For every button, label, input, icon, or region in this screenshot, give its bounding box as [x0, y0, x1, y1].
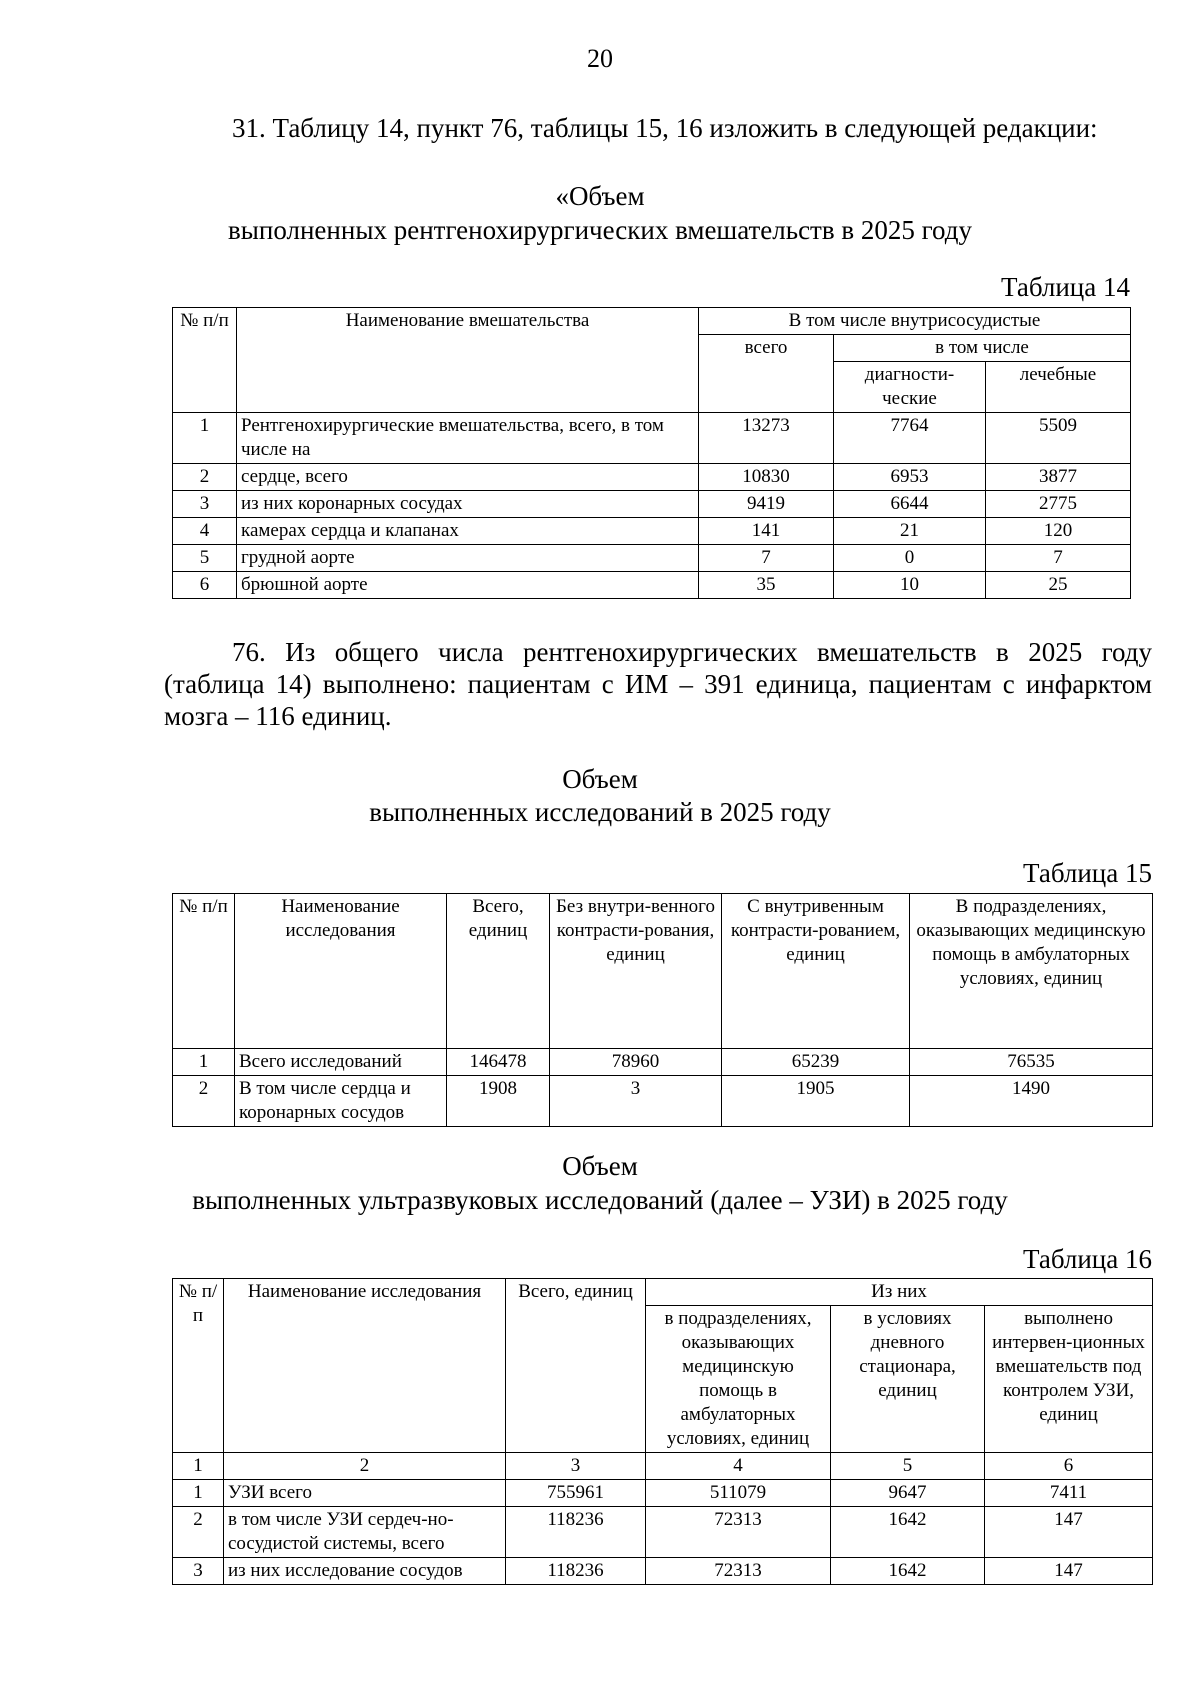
paragraph-76: 76. Из общего числа рентгенохирургических вмешательств в 2025 году (таблица 14) выполнено: пациентам с ИМ – 391 единица, пациентам с инфарктом мозга – 116 единиц. — [164, 637, 1152, 731]
t16-cell-ambulatory: 511079 — [646, 1480, 831, 1507]
t14-cell-treat: 3877 — [986, 464, 1131, 491]
t15-cell-total: 1908 — [447, 1076, 550, 1127]
t14-cell-total: 141 — [699, 518, 834, 545]
t14-header-num: № п/п — [173, 308, 237, 413]
table-row — [173, 1480, 1153, 1507]
t16-cell-ambulatory: 72313 — [646, 1507, 831, 1558]
table15-title-line1: Объем — [562, 764, 638, 794]
t14-cell-num: 2 — [173, 464, 237, 491]
intro-paragraph: 31. Таблицу 14, пункт 76, таблицы 15, 16 изложить в следующей редакции: — [232, 113, 1098, 143]
t16-cell-total: 755961 — [506, 1480, 646, 1507]
t14-header-group: В том числе внутрисосудистые — [699, 308, 1131, 335]
t14-cell-treat: 120 — [986, 518, 1131, 545]
t14-cell-diag: 0 — [834, 545, 986, 572]
t14-cell-name: Рентгенохирургические вмешательства, всего, в том числе на — [237, 413, 699, 464]
t14-cell-name: сердце, всего — [237, 464, 699, 491]
t16-header-ambulatory: в подразделениях, оказывающих медицинскую помощь в амбулаторных условиях, единиц — [646, 1306, 831, 1453]
table14-title-line2: выполненных рентгенохирургических вмешательств в 2025 году — [228, 215, 972, 245]
t15-cell-ambulatory: 76535 — [910, 1049, 1153, 1076]
t16-header-num: № п/п — [173, 1279, 224, 1453]
t14-cell-name: камерах сердца и клапанах — [237, 518, 699, 545]
t14-cell-name: из них коронарных сосудах — [237, 491, 699, 518]
t16-colnum: 3 — [506, 1453, 646, 1480]
t15-header-total: Всего, единиц — [447, 894, 550, 1049]
t14-cell-diag: 6953 — [834, 464, 986, 491]
t14-cell-treat: 5509 — [986, 413, 1131, 464]
t14-cell-name: брюшной аорте — [237, 572, 699, 599]
t14-header-name: Наименование вмешательства — [237, 308, 699, 413]
t14-header-diag: диагности-ческие — [834, 362, 986, 413]
t16-cell-num: 1 — [173, 1480, 224, 1507]
t15-header-name: Наименование исследования — [235, 894, 447, 1049]
t16-header-interv: выполнено интервен-ционных вмешательств под контролем УЗИ, единиц — [985, 1306, 1153, 1453]
t16-cell-name: из них исследование сосудов — [224, 1558, 506, 1585]
t14-cell-diag: 6644 — [834, 491, 986, 518]
t14-cell-num: 5 — [173, 545, 237, 572]
t14-cell-total: 9419 — [699, 491, 834, 518]
table-row — [173, 1076, 1153, 1127]
t16-cell-interv: 147 — [985, 1558, 1153, 1585]
table14-title-line1: «Объем — [555, 181, 645, 211]
t16-cell-day: 1642 — [831, 1558, 985, 1585]
column-numbers-row — [173, 1453, 1153, 1480]
table-row — [173, 545, 1131, 572]
t16-colnum: 6 — [985, 1453, 1153, 1480]
t14-cell-num: 3 — [173, 491, 237, 518]
t16-cell-num: 2 — [173, 1507, 224, 1558]
t14-cell-num: 1 — [173, 413, 237, 464]
table-row — [173, 464, 1131, 491]
t14-cell-total: 13273 — [699, 413, 834, 464]
t14-cell-total: 10830 — [699, 464, 834, 491]
table-row — [173, 1507, 1153, 1558]
t14-cell-total: 7 — [699, 545, 834, 572]
table-row — [173, 1049, 1153, 1076]
t14-cell-treat: 7 — [986, 545, 1131, 572]
t15-header-num: № п/п — [173, 894, 235, 1049]
t14-cell-name: грудной аорте — [237, 545, 699, 572]
table16 — [172, 1278, 1153, 1585]
t16-header-day: в условиях дневного стационара, единиц — [831, 1306, 985, 1453]
t16-cell-day: 1642 — [831, 1507, 985, 1558]
table-row — [173, 413, 1131, 464]
t16-cell-day: 9647 — [831, 1480, 985, 1507]
t15-header-without: Без внутри-венного контрасти-рования, единиц — [550, 894, 722, 1049]
table-row — [173, 518, 1131, 545]
table14 — [172, 307, 1131, 599]
table16-caption: Таблица 16 — [1023, 1244, 1152, 1274]
t16-header-group: Из них — [646, 1279, 1153, 1306]
t15-cell-without: 3 — [550, 1076, 722, 1127]
t16-cell-num: 3 — [173, 1558, 224, 1585]
t14-cell-num: 4 — [173, 518, 237, 545]
t15-cell-name: В том числе сердца и коронарных сосудов — [235, 1076, 447, 1127]
table16-title-line2: выполненных ультразвуковых исследований (далее – УЗИ) в 2025 году — [192, 1185, 1008, 1215]
table15-caption: Таблица 15 — [1023, 858, 1152, 888]
t14-header-treat: лечебные — [986, 362, 1131, 413]
t15-cell-name: Всего исследований — [235, 1049, 447, 1076]
t15-cell-total: 146478 — [447, 1049, 550, 1076]
t14-cell-treat: 25 — [986, 572, 1131, 599]
t15-header-ambulatory: В подразделениях, оказывающих медицинскую помощь в амбулаторных условиях, единиц — [910, 894, 1153, 1049]
t15-cell-with: 1905 — [722, 1076, 910, 1127]
table-row — [173, 491, 1131, 518]
table16-title-line1: Объем — [562, 1151, 638, 1181]
t15-header-with: С внутривенным контрасти-рованием, единиц — [722, 894, 910, 1049]
t15-cell-num: 1 — [173, 1049, 235, 1076]
t16-cell-interv: 147 — [985, 1507, 1153, 1558]
table14-caption: Таблица 14 — [1001, 272, 1130, 302]
table-row — [173, 572, 1131, 599]
t15-cell-without: 78960 — [550, 1049, 722, 1076]
t16-cell-total: 118236 — [506, 1507, 646, 1558]
t16-colnum: 1 — [173, 1453, 224, 1480]
t15-cell-num: 2 — [173, 1076, 235, 1127]
table-row — [173, 1558, 1153, 1585]
t16-colnum: 5 — [831, 1453, 985, 1480]
t14-cell-diag: 7764 — [834, 413, 986, 464]
t14-cell-num: 6 — [173, 572, 237, 599]
t16-cell-name: УЗИ всего — [224, 1480, 506, 1507]
t16-colnum: 4 — [646, 1453, 831, 1480]
t14-cell-diag: 21 — [834, 518, 986, 545]
t15-cell-with: 65239 — [722, 1049, 910, 1076]
t16-header-name: Наименование исследования — [224, 1279, 506, 1453]
t16-cell-total: 118236 — [506, 1558, 646, 1585]
t14-cell-diag: 10 — [834, 572, 986, 599]
t16-cell-name: в том числе УЗИ сердеч-но-сосудистой системы, всего — [224, 1507, 506, 1558]
t15-cell-ambulatory: 1490 — [910, 1076, 1153, 1127]
t14-header-total: всего — [699, 335, 834, 413]
t16-colnum: 2 — [224, 1453, 506, 1480]
t16-cell-interv: 7411 — [985, 1480, 1153, 1507]
t14-cell-treat: 2775 — [986, 491, 1131, 518]
t16-header-total: Всего, единиц — [506, 1279, 646, 1453]
page-number: 20 — [587, 44, 613, 73]
t16-cell-ambulatory: 72313 — [646, 1558, 831, 1585]
table15-title-line2: выполненных исследований в 2025 году — [369, 797, 831, 827]
t14-header-subgroup: в том числе — [834, 335, 1131, 362]
t14-cell-total: 35 — [699, 572, 834, 599]
table15 — [172, 893, 1153, 1127]
